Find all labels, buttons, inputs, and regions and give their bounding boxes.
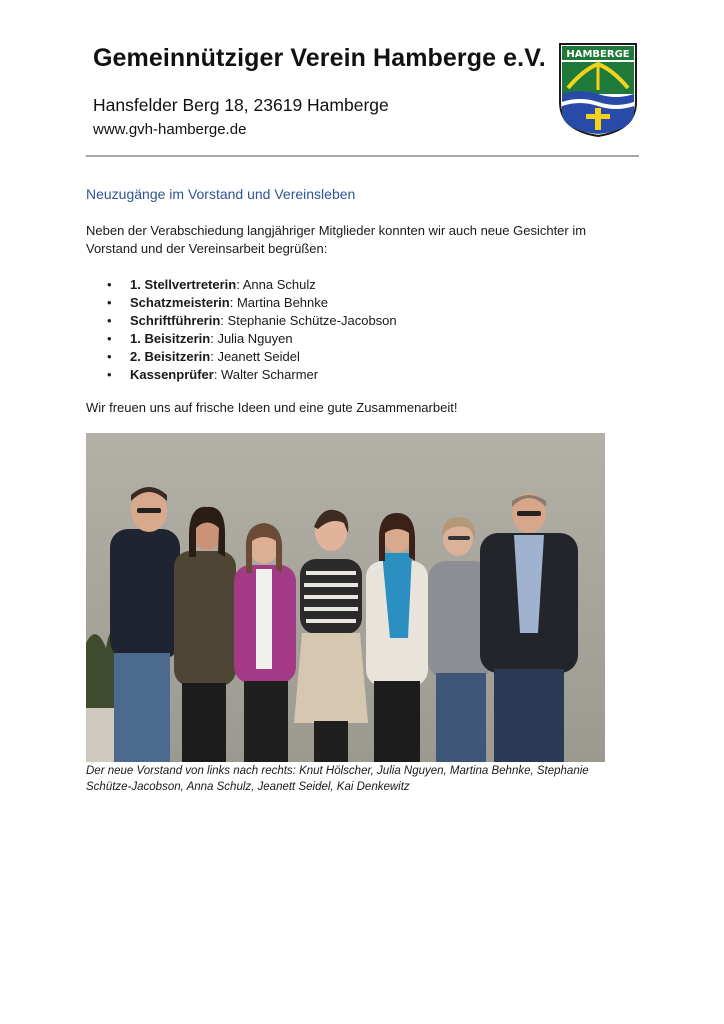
closing-sentence: Wir freuen uns auf frische Ideen und eine gute Zusammenarbeit! [86,400,458,415]
group-photo-illustration [86,433,605,762]
organization-name: Gemeinnütziger Verein Hamberge e.V. [93,44,546,72]
list-item: • 2. Beisitzerin: Jeanett Seidel [107,349,300,364]
intro-line: Neben der Verabschiedung langjähriger Mitglieder konnten wir auch neue Gesichter im [86,223,587,238]
photo-caption [86,763,626,795]
bullet-icon: • [107,313,112,328]
header-divider [86,155,639,157]
intro-paragraph [86,222,626,258]
bullet-icon: • [107,277,112,292]
caption-line: Der neue Vorstand von links nach rechts: Knut Hölscher, Julia Nguyen, Martina Behnke, Stephanie [86,765,589,777]
board-role: 1. Beisitzerin [130,331,211,346]
organization-address: Hansfelder Berg 18, 23619 Hamberge [93,95,389,115]
list-item: • 1. Stellvertreterin: Anna Schulz [107,277,316,292]
group-photo [86,433,605,762]
board-member-name: Jeanett Seidel [217,349,300,364]
person-figure [480,493,578,762]
organization-website: www.gvh-hamberge.de [93,121,247,138]
board-role: 1. Stellvertreterin [130,277,237,292]
board-member-name: Martina Behnke [236,295,328,310]
section-heading: Neuzugänge im Vorstand und Vereinsleben [86,186,356,202]
board-role: Schriftführerin [130,313,221,328]
bullet-icon: • [107,331,112,346]
bullet-icon: • [107,349,112,364]
board-role: 2. Beisitzerin [130,349,211,364]
board-role: Schatzmeisterin [130,295,230,310]
board-member-name: Julia Nguyen [217,331,293,346]
board-role: Kassenprüfer [130,367,214,382]
list-item: • 1. Beisitzerin: Julia Nguyen [107,331,293,346]
list-item: • Schriftführerin: Stephanie Schütze-Jacobson [107,313,397,328]
board-member-name: Walter Scharmer [221,367,319,382]
crest-label: HAMBERGE [566,49,630,60]
list-item: • Schatzmeisterin: Martina Behnke [107,295,328,310]
board-member-name: Stephanie Schütze-Jacobson [227,313,397,328]
intro-line: Vorstand und der Vereinsarbeit begrüßen: [86,241,328,256]
caption-line: Schütze-Jacobson, Anna Schulz, Jeanett Seidel, Kai Denkewitz [86,781,410,793]
board-member-list [107,276,397,384]
bullet-icon: • [107,367,112,382]
board-member-name: Anna Schulz [242,277,316,292]
list-item: • Kassenprüfer: Walter Scharmer [107,367,319,382]
hamberge-crest-logo [558,42,638,138]
bullet-icon: • [107,295,112,310]
